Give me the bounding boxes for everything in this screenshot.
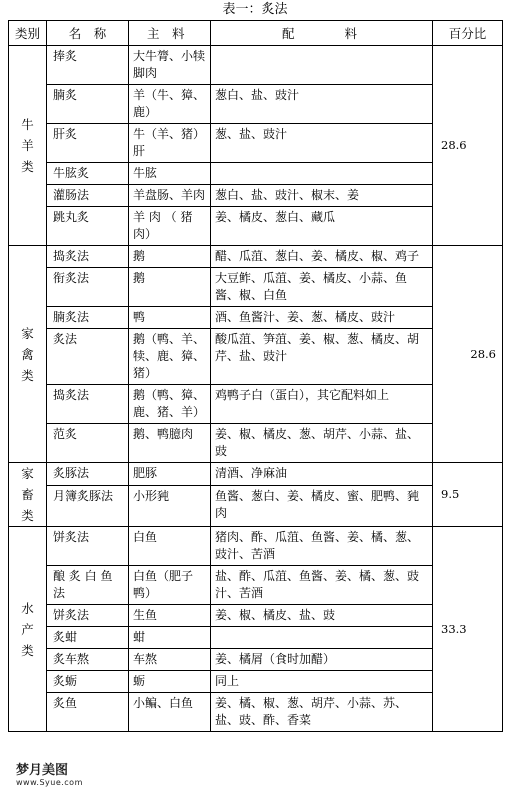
percent-cell: 9.5 — [433, 463, 503, 527]
watermark-text: 梦月美图 — [16, 763, 69, 778]
main-ingredient-cell: 鸭 — [129, 307, 211, 329]
main-ingredient-cell: 蛎 — [129, 671, 211, 693]
main-ingredient-cell: 小鳊、白鱼 — [129, 693, 211, 732]
main-ingredient-cell: 鹅 — [129, 268, 211, 307]
main-ingredient-cell: 牛（羊、猪）肝 — [129, 124, 211, 163]
extra-ingredients-cell: 姜、橘、椒、葱、胡芹、小蒜、苏、盐、豉、酢、香菜 — [211, 693, 433, 732]
extra-ingredients-cell — [211, 163, 433, 185]
extra-ingredients-cell: 葱白、盐、豉汁、椒末、姜 — [211, 185, 433, 207]
table-row — [9, 268, 503, 307]
method-name-cell: 肝炙 — [47, 124, 129, 163]
category-label: 家畜类 — [21, 466, 34, 523]
extra-ingredients-cell: 葱白、盐、豉汁 — [211, 85, 433, 124]
table-row — [9, 207, 503, 246]
header-percent: 百分比 — [433, 21, 503, 46]
extra-ingredients-cell: 葱、盐、豉汁 — [211, 124, 433, 163]
extra-ingredients-cell — [211, 627, 433, 649]
method-name-cell: 酿 炙 白 鱼 法 — [47, 566, 129, 605]
method-name-cell: 捧炙 — [47, 46, 129, 85]
category-cell — [9, 463, 47, 527]
method-name-cell: 捣炙法 — [47, 385, 129, 424]
table-row — [9, 385, 503, 424]
main-ingredient-cell: 羊（牛、獐、鹿） — [129, 85, 211, 124]
table-row — [9, 627, 503, 649]
method-name-cell: 饼炙法 — [47, 605, 129, 627]
method-name-cell: 炙法 — [47, 329, 129, 385]
table-row — [9, 649, 503, 671]
main-ingredient-cell: 大牛膂、小犊脚肉 — [129, 46, 211, 85]
main-ingredient-cell: 羊 肉 （ 猪 肉） — [129, 207, 211, 246]
table-row — [9, 124, 503, 163]
main-ingredient-cell: 车熬 — [129, 649, 211, 671]
extra-ingredients-cell: 姜、椒、橘皮、葱、胡芹、小蒜、盐、豉 — [211, 424, 433, 463]
table-row — [9, 693, 503, 732]
extra-ingredients-cell: 酸瓜菹、笋菹、姜、椒、葱、橘皮、胡芹、盐、豉汁 — [211, 329, 433, 385]
extra-ingredients-cell: 鸡鸭子白（蛋白），其它配料如上 — [211, 385, 433, 424]
watermark-logo — [16, 764, 83, 788]
main-ingredient-cell: 鹅 — [129, 246, 211, 268]
header-category: 类别 — [9, 21, 47, 46]
category-label: 家禽类 — [21, 325, 34, 383]
main-ingredient-cell: 鹅（鸭、羊、犊、鹿、獐、猪） — [129, 329, 211, 385]
percent-cell: 28.6 — [433, 46, 503, 246]
table-row — [9, 163, 503, 185]
extra-ingredients-cell: 大豆鲊、瓜菹、姜、橘皮、小蒜、鱼酱、椒、白鱼 — [211, 268, 433, 307]
percent-cell: 28.6 — [433, 246, 503, 463]
main-ingredient-cell: 鹅（鸭、獐、鹿、猪、羊） — [129, 385, 211, 424]
method-name-cell: 炙豚法 — [47, 463, 129, 486]
header-row — [9, 21, 503, 46]
extra-ingredients-cell: 猪肉、酢、瓜菹、鱼酱、姜、橘、葱、豉汁、苦酒 — [211, 527, 433, 566]
method-name-cell: 灌肠法 — [47, 185, 129, 207]
header-main-ingredient: 主 料 — [129, 21, 211, 46]
table-row — [9, 527, 503, 566]
method-name-cell: 衔炙法 — [47, 268, 129, 307]
category-label: 水产类 — [21, 600, 34, 658]
method-name-cell: 牛胘炙 — [47, 163, 129, 185]
table-row — [9, 566, 503, 605]
table-row — [9, 246, 503, 268]
extra-ingredients-cell: 姜、椒、橘皮、盐、豉 — [211, 605, 433, 627]
table-row — [9, 329, 503, 385]
extra-ingredients-cell: 姜、橘皮、葱白、藏瓜 — [211, 207, 433, 246]
table-row — [9, 307, 503, 329]
percent-cell: 33.3 — [433, 527, 503, 732]
table-row — [9, 605, 503, 627]
category-cell — [9, 527, 47, 732]
table-row — [9, 424, 503, 463]
roast-methods-table — [8, 20, 503, 732]
method-name-cell: 腩炙 — [47, 85, 129, 124]
main-ingredient-cell: 牛胘 — [129, 163, 211, 185]
main-ingredient-cell: 白鱼（肥子鸭） — [129, 566, 211, 605]
table-row — [9, 671, 503, 693]
category-label: 牛羊类 — [21, 117, 34, 174]
extra-ingredients-cell: 姜、橘屑（食时加醋） — [211, 649, 433, 671]
main-ingredient-cell: 羊盘肠、羊肉 — [129, 185, 211, 207]
main-ingredient-cell: 白鱼 — [129, 527, 211, 566]
main-ingredient-cell: 小形豘 — [129, 486, 211, 527]
extra-ingredients-cell — [211, 46, 433, 85]
header-extra-ingredients: 配 料 — [211, 21, 433, 46]
watermark-url: www.Syue.com — [16, 778, 83, 787]
method-name-cell: 范炙 — [47, 424, 129, 463]
table-row — [9, 85, 503, 124]
extra-ingredients-cell: 酒、鱼酱汁、姜、葱、橘皮、豉汁 — [211, 307, 433, 329]
table-row — [9, 463, 503, 486]
extra-ingredients-cell: 清酒、净麻油 — [211, 463, 433, 486]
category-cell — [9, 246, 47, 463]
main-ingredient-cell: 蚶 — [129, 627, 211, 649]
method-name-cell: 炙鱼 — [47, 693, 129, 732]
method-name-cell: 捣炙法 — [47, 246, 129, 268]
method-name-cell: 炙蛎 — [47, 671, 129, 693]
table-row — [9, 46, 503, 85]
method-name-cell: 月簿炙豚法 — [47, 486, 129, 527]
extra-ingredients-cell: 盐、酢、瓜菹、鱼酱、姜、橘、葱、豉汁、苦酒 — [211, 566, 433, 605]
main-ingredient-cell: 肥豚 — [129, 463, 211, 486]
method-name-cell: 炙蚶 — [47, 627, 129, 649]
main-ingredient-cell: 生鱼 — [129, 605, 211, 627]
category-cell — [9, 46, 47, 246]
extra-ingredients-cell: 鱼酱、葱白、姜、橘皮、蜜、肥鸭、豘肉 — [211, 486, 433, 527]
extra-ingredients-cell: 同上 — [211, 671, 433, 693]
method-name-cell: 腩炙法 — [47, 307, 129, 329]
table-row — [9, 486, 503, 527]
header-name: 名 称 — [47, 21, 129, 46]
extra-ingredients-cell: 醋、瓜菹、葱白、姜、橘皮、椒、鸡子 — [211, 246, 433, 268]
table-row — [9, 185, 503, 207]
method-name-cell: 跳丸炙 — [47, 207, 129, 246]
method-name-cell: 炙车熬 — [47, 649, 129, 671]
table-title: 表一：炙法 — [222, 2, 288, 17]
main-ingredient-cell: 鹅、鸭臆肉 — [129, 424, 211, 463]
method-name-cell: 饼炙法 — [47, 527, 129, 566]
